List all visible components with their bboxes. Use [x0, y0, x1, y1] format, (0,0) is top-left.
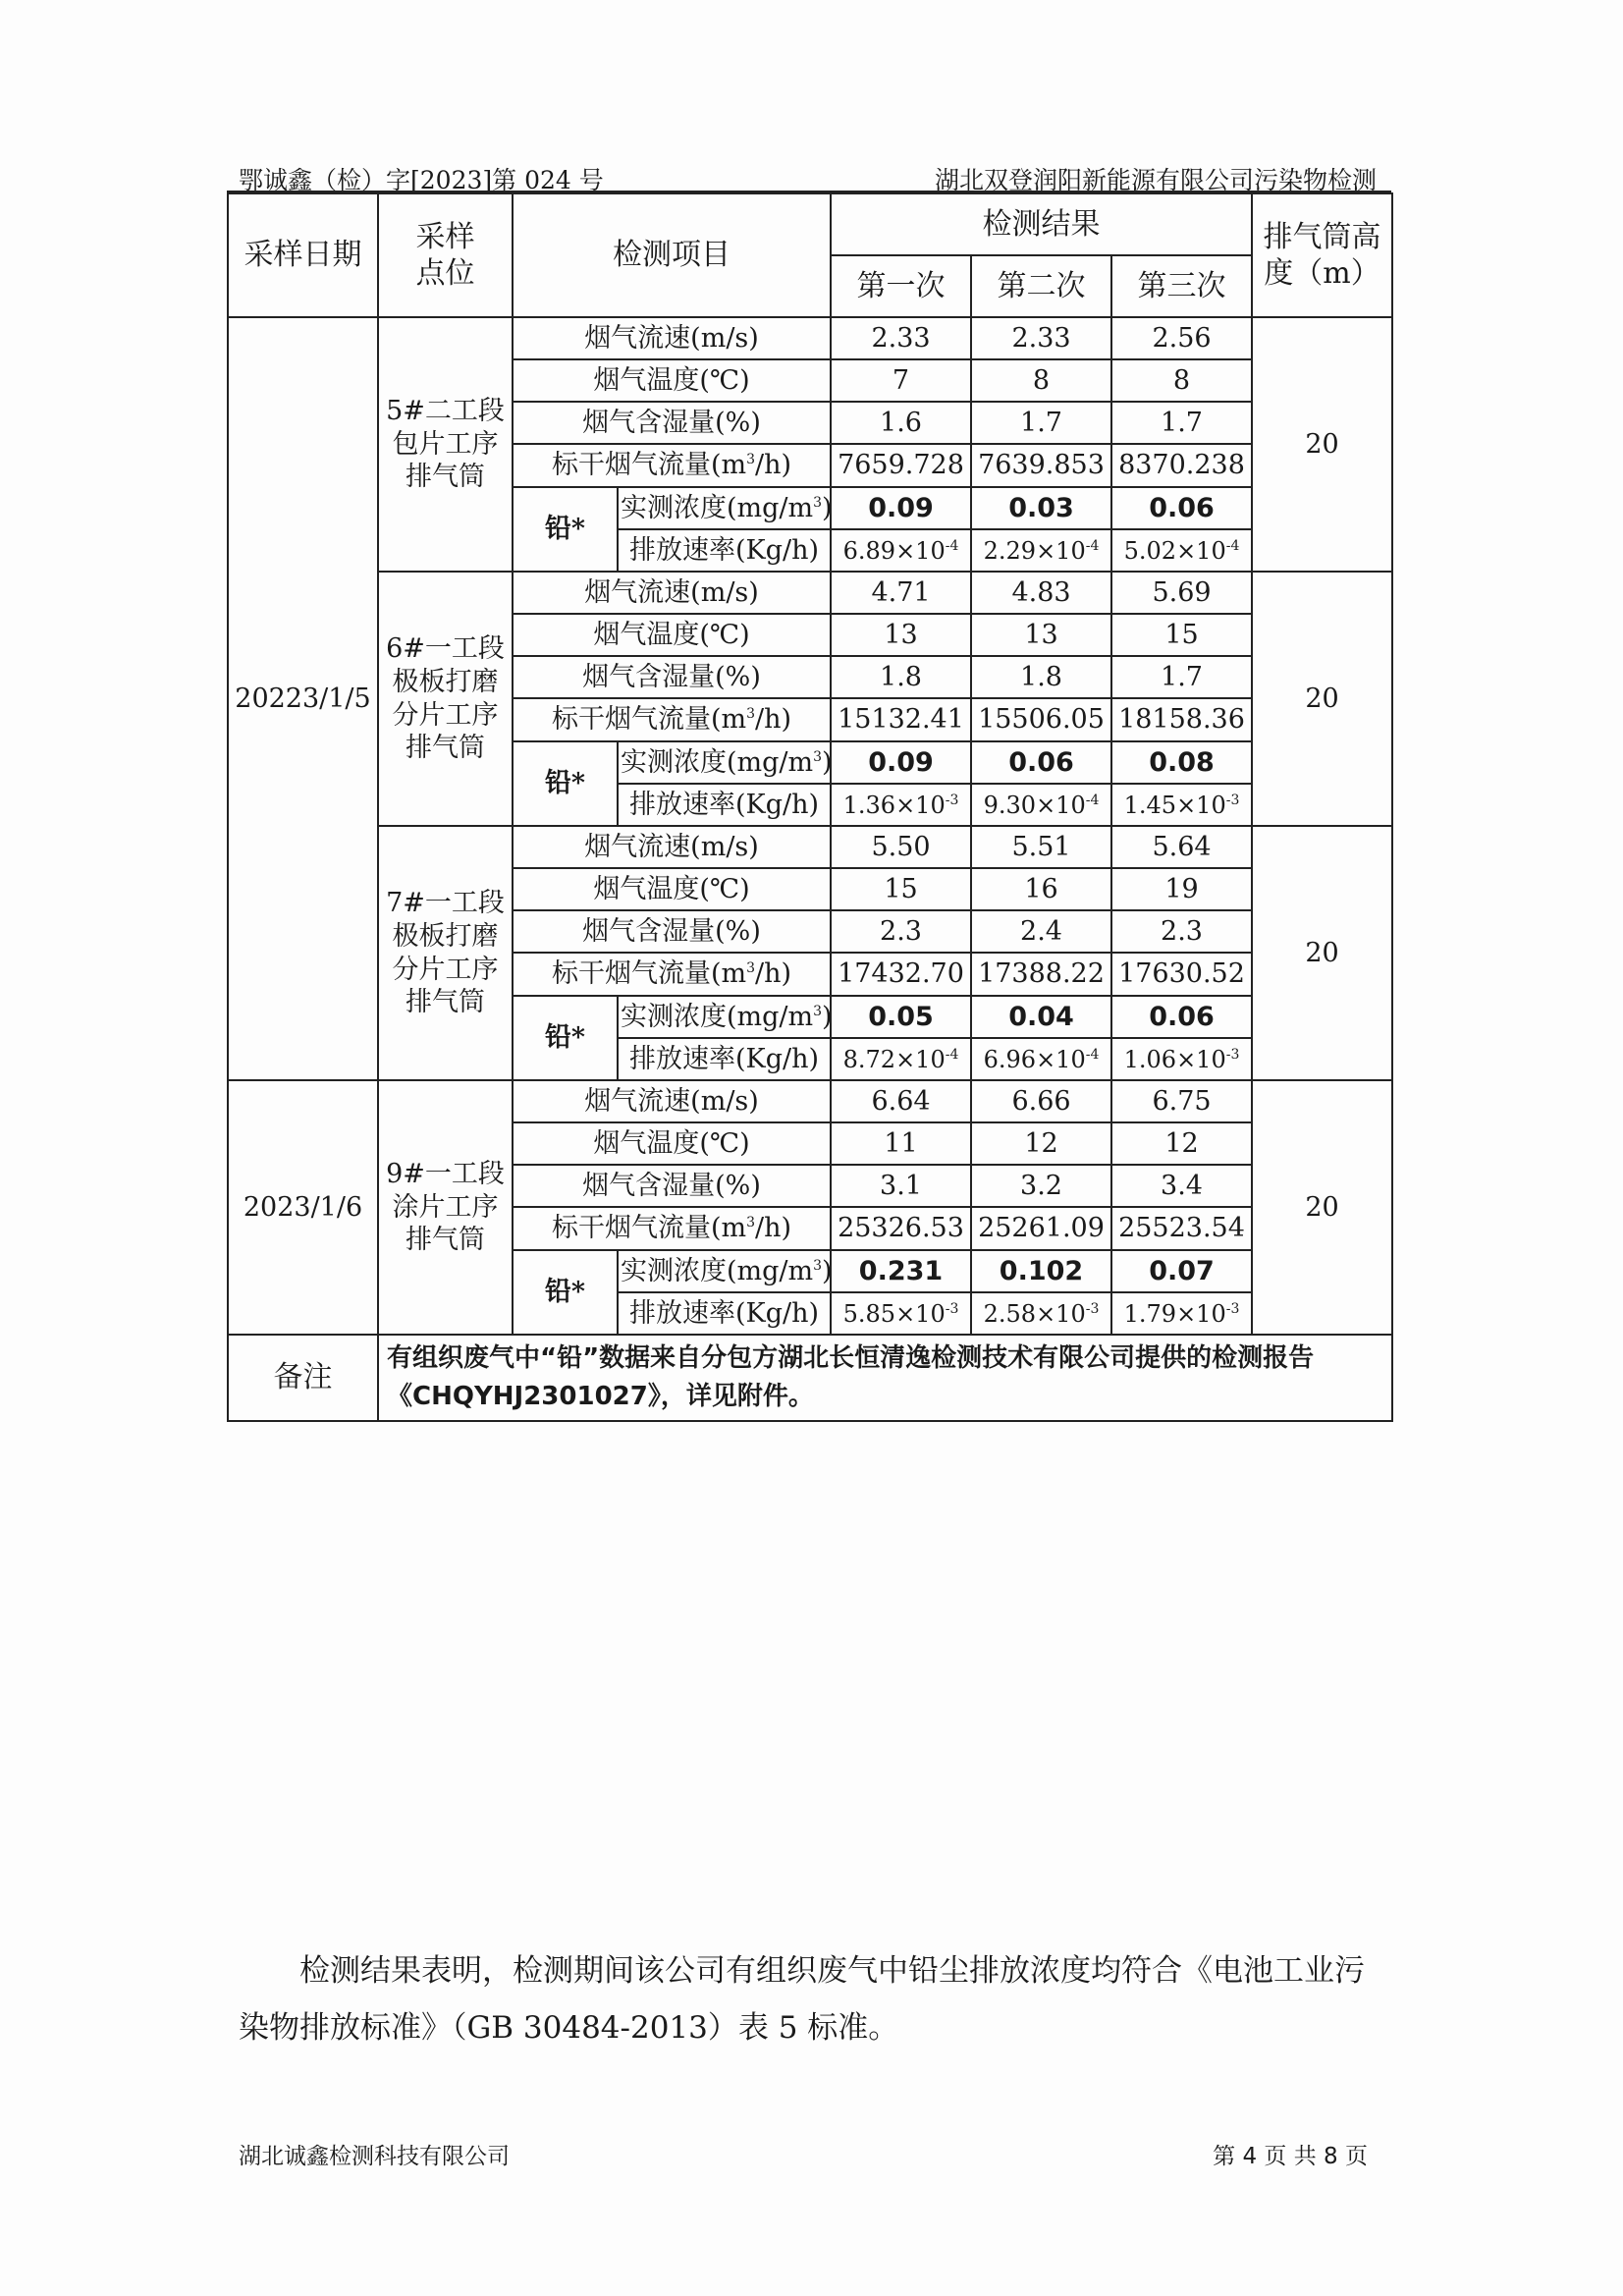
item-flow-unit-tail: /h) — [755, 958, 792, 990]
item-lead: 铅* — [513, 741, 618, 826]
rate-mantissa: 1.79×10 — [1123, 1299, 1226, 1328]
value-velocity: 6.64 — [831, 1080, 971, 1122]
value-temperature: 11 — [831, 1122, 971, 1165]
value-velocity: 2.33 — [831, 317, 971, 359]
item-lead: 铅* — [513, 1250, 618, 1335]
rate-mantissa: 1.45×10 — [1123, 791, 1226, 819]
value-concentration: 0.231 — [831, 1250, 971, 1292]
rate-mantissa: 2.58×10 — [983, 1299, 1086, 1328]
item-flow — [513, 444, 831, 487]
item-concentration-text: 实测浓度(mg/m — [621, 492, 814, 523]
remark-label: 备注 — [228, 1335, 378, 1421]
table-row — [228, 1080, 1392, 1122]
value-velocity: 4.83 — [971, 572, 1111, 614]
item-lead: 铅* — [513, 487, 618, 572]
rate-exponent: -3 — [1225, 1300, 1240, 1317]
value-temperature: 8 — [1111, 359, 1252, 402]
rate-exponent: -4 — [945, 1046, 959, 1063]
item-temperature: 烟气温度(℃) — [513, 1122, 831, 1165]
item-temperature: 烟气温度(℃) — [513, 868, 831, 910]
item-velocity: 烟气流速(m/s) — [513, 572, 831, 614]
value-moisture: 1.8 — [971, 656, 1111, 698]
header-result: 检测结果 — [831, 193, 1252, 255]
item-concentration — [618, 1250, 831, 1292]
item-concentration-text: 实测浓度(mg/m — [621, 746, 814, 778]
value-velocity: 5.50 — [831, 826, 971, 868]
value-moisture: 3.2 — [971, 1165, 1111, 1207]
rate-exponent: -3 — [1225, 792, 1240, 808]
item-concentration-superscript: 3 — [813, 1257, 823, 1274]
item-concentration-unit-tail: ) — [822, 1255, 833, 1286]
item-flow — [513, 1207, 831, 1250]
item-velocity: 烟气流速(m/s) — [513, 317, 831, 359]
value-moisture: 1.8 — [831, 656, 971, 698]
item-temperature: 烟气温度(℃) — [513, 359, 831, 402]
item-concentration — [618, 996, 831, 1038]
value-flow: 18158.36 — [1111, 698, 1252, 741]
value-velocity: 5.51 — [971, 826, 1111, 868]
rate-mantissa: 6.89×10 — [842, 536, 946, 565]
value-temperature: 12 — [971, 1122, 1111, 1165]
value-temperature: 15 — [831, 868, 971, 910]
value-moisture: 3.1 — [831, 1165, 971, 1207]
value-rate — [831, 1292, 971, 1335]
stack-height: 20 — [1252, 317, 1392, 572]
value-flow: 25523.54 — [1111, 1207, 1252, 1250]
rate-mantissa: 1.36×10 — [842, 791, 946, 819]
header-date: 采样日期 — [228, 193, 378, 317]
value-flow: 15506.05 — [971, 698, 1111, 741]
stack-height: 20 — [1252, 572, 1392, 826]
item-concentration-unit-tail: ) — [822, 492, 833, 523]
value-rate — [971, 1038, 1111, 1080]
item-rate: 排放速率(Kg/h) — [618, 529, 831, 572]
value-moisture: 1.7 — [1111, 402, 1252, 444]
conclusion-paragraph: 检测结果表明，检测期间该公司有组织废气中铅尘排放浓度均符合《电池工业污染物排放标准》（GB 30484-2013）表 5 标准。 — [239, 1953, 1365, 2046]
item-flow-text: 标干烟气流量(m — [551, 704, 747, 736]
item-flow-superscript: 3 — [746, 706, 756, 723]
item-concentration-text: 实测浓度(mg/m — [621, 1255, 814, 1286]
item-flow — [513, 953, 831, 996]
value-concentration: 0.09 — [831, 741, 971, 784]
item-concentration-unit-tail: ) — [822, 746, 833, 778]
item-flow-superscript: 3 — [746, 452, 756, 468]
table-row — [228, 826, 1392, 868]
sampling-date: 20223/1/5 — [228, 317, 378, 1080]
value-moisture: 1.7 — [971, 402, 1111, 444]
value-flow: 15132.41 — [831, 698, 971, 741]
value-velocity: 2.56 — [1111, 317, 1252, 359]
item-rate: 排放速率(Kg/h) — [618, 784, 831, 826]
remark-text: 有组织废气中“铅”数据来自分包方湖北长恒清逸检测技术有限公司提供的检测报告《CHQYHJ2301027》，详见附件。 — [378, 1335, 1392, 1421]
item-velocity: 烟气流速(m/s) — [513, 826, 831, 868]
value-flow: 8370.238 — [1111, 444, 1252, 487]
value-temperature: 12 — [1111, 1122, 1252, 1165]
value-flow: 25326.53 — [831, 1207, 971, 1250]
value-concentration: 0.03 — [971, 487, 1111, 529]
report-number: 鄂诚鑫（检）字[2023]第 024 号 — [239, 166, 604, 194]
item-flow-unit-tail: /h) — [755, 1213, 792, 1244]
value-flow: 17630.52 — [1111, 953, 1252, 996]
item-concentration-superscript: 3 — [813, 1003, 823, 1019]
rate-exponent: -4 — [1085, 792, 1100, 808]
rate-exponent: -4 — [1085, 537, 1100, 554]
stack-height: 20 — [1252, 826, 1392, 1080]
rate-exponent: -3 — [1085, 1300, 1100, 1317]
report-title: 湖北双登润阳新能源有限公司污染物检测 — [934, 166, 1377, 194]
value-temperature: 15 — [1111, 614, 1252, 656]
value-concentration: 0.102 — [971, 1250, 1111, 1292]
rate-mantissa: 6.96×10 — [983, 1045, 1086, 1073]
header-point: 采样 点位 — [378, 193, 513, 317]
rate-exponent: -3 — [945, 1300, 959, 1317]
value-concentration: 0.05 — [831, 996, 971, 1038]
item-moisture: 烟气含湿量(%) — [513, 402, 831, 444]
results-table — [227, 192, 1393, 1422]
table-row — [228, 317, 1392, 359]
table-row — [228, 572, 1392, 614]
value-rate — [1111, 529, 1252, 572]
value-velocity: 5.69 — [1111, 572, 1252, 614]
item-concentration-superscript: 3 — [813, 748, 823, 765]
item-moisture: 烟气含湿量(%) — [513, 656, 831, 698]
sampling-point: 9#一工段 涂片工序 排气筒 — [378, 1080, 513, 1335]
value-rate — [971, 784, 1111, 826]
value-moisture: 3.4 — [1111, 1165, 1252, 1207]
value-rate — [831, 784, 971, 826]
value-velocity: 5.64 — [1111, 826, 1252, 868]
value-velocity: 6.66 — [971, 1080, 1111, 1122]
value-rate — [1111, 784, 1252, 826]
value-flow: 25261.09 — [971, 1207, 1111, 1250]
rate-mantissa: 2.29×10 — [983, 536, 1086, 565]
header-height: 排气筒高 度（m） — [1252, 193, 1392, 317]
footer-page-number: 第 4 页 共 8 页 — [1213, 2144, 1368, 2169]
item-concentration-unit-tail: ) — [822, 1001, 833, 1032]
value-concentration: 0.07 — [1111, 1250, 1252, 1292]
remark-row — [228, 1335, 1392, 1421]
rate-mantissa: 9.30×10 — [983, 791, 1086, 819]
stack-height: 20 — [1252, 1080, 1392, 1335]
header-item: 检测项目 — [513, 193, 831, 317]
value-rate — [1111, 1038, 1252, 1080]
rate-exponent: -4 — [1085, 1046, 1100, 1063]
value-concentration: 0.06 — [971, 741, 1111, 784]
rate-mantissa: 1.06×10 — [1123, 1045, 1226, 1073]
value-temperature: 8 — [971, 359, 1111, 402]
value-rate — [1111, 1292, 1252, 1335]
value-concentration: 0.06 — [1111, 996, 1252, 1038]
header-third: 第三次 — [1111, 255, 1252, 317]
value-concentration: 0.08 — [1111, 741, 1252, 784]
item-rate: 排放速率(Kg/h) — [618, 1038, 831, 1080]
footer-company: 湖北诚鑫检测科技有限公司 — [239, 2144, 510, 2169]
value-temperature: 19 — [1111, 868, 1252, 910]
value-rate — [831, 529, 971, 572]
item-flow-unit-tail: /h) — [755, 704, 792, 736]
value-velocity: 6.75 — [1111, 1080, 1252, 1122]
sampling-point: 5#二工段 包片工序 排气筒 — [378, 317, 513, 572]
value-temperature: 7 — [831, 359, 971, 402]
item-moisture: 烟气含湿量(%) — [513, 910, 831, 953]
rate-mantissa: 8.72×10 — [842, 1045, 946, 1073]
rate-exponent: -3 — [1225, 1046, 1240, 1063]
value-moisture: 1.6 — [831, 402, 971, 444]
header-second: 第二次 — [971, 255, 1111, 317]
value-flow: 7639.853 — [971, 444, 1111, 487]
rate-mantissa: 5.02×10 — [1123, 536, 1226, 565]
value-temperature: 16 — [971, 868, 1111, 910]
item-concentration-text: 实测浓度(mg/m — [621, 1001, 814, 1032]
value-rate — [971, 529, 1111, 572]
item-flow-superscript: 3 — [746, 1215, 756, 1231]
value-concentration: 0.04 — [971, 996, 1111, 1038]
value-flow: 17432.70 — [831, 953, 971, 996]
item-temperature: 烟气温度(℃) — [513, 614, 831, 656]
value-moisture: 2.4 — [971, 910, 1111, 953]
value-concentration: 0.09 — [831, 487, 971, 529]
item-rate: 排放速率(Kg/h) — [618, 1292, 831, 1335]
value-temperature: 13 — [971, 614, 1111, 656]
value-rate — [971, 1292, 1111, 1335]
value-rate — [831, 1038, 971, 1080]
item-flow-superscript: 3 — [746, 960, 756, 977]
sampling-date: 2023/1/6 — [228, 1080, 378, 1335]
item-flow-text: 标干烟气流量(m — [551, 450, 747, 481]
rate-exponent: -4 — [945, 537, 959, 554]
value-moisture: 2.3 — [831, 910, 971, 953]
header-first: 第一次 — [831, 255, 971, 317]
value-moisture: 1.7 — [1111, 656, 1252, 698]
item-flow-text: 标干烟气流量(m — [551, 1213, 747, 1244]
item-lead: 铅* — [513, 996, 618, 1080]
rate-exponent: -3 — [945, 792, 959, 808]
value-flow: 7659.728 — [831, 444, 971, 487]
item-concentration — [618, 487, 831, 529]
item-moisture: 烟气含湿量(%) — [513, 1165, 831, 1207]
sampling-point: 6#一工段 极板打磨 分片工序 排气筒 — [378, 572, 513, 826]
value-temperature: 13 — [831, 614, 971, 656]
rate-mantissa: 5.85×10 — [842, 1299, 946, 1328]
value-flow: 17388.22 — [971, 953, 1111, 996]
value-concentration: 0.06 — [1111, 487, 1252, 529]
item-flow-unit-tail: /h) — [755, 450, 792, 481]
value-velocity: 4.71 — [831, 572, 971, 614]
item-flow — [513, 698, 831, 741]
value-moisture: 2.3 — [1111, 910, 1252, 953]
item-flow-text: 标干烟气流量(m — [551, 958, 747, 990]
item-concentration-superscript: 3 — [813, 494, 823, 511]
item-concentration — [618, 741, 831, 784]
sampling-point: 7#一工段 极板打磨 分片工序 排气筒 — [378, 826, 513, 1080]
rate-exponent: -4 — [1225, 537, 1240, 554]
value-velocity: 2.33 — [971, 317, 1111, 359]
item-velocity: 烟气流速(m/s) — [513, 1080, 831, 1122]
